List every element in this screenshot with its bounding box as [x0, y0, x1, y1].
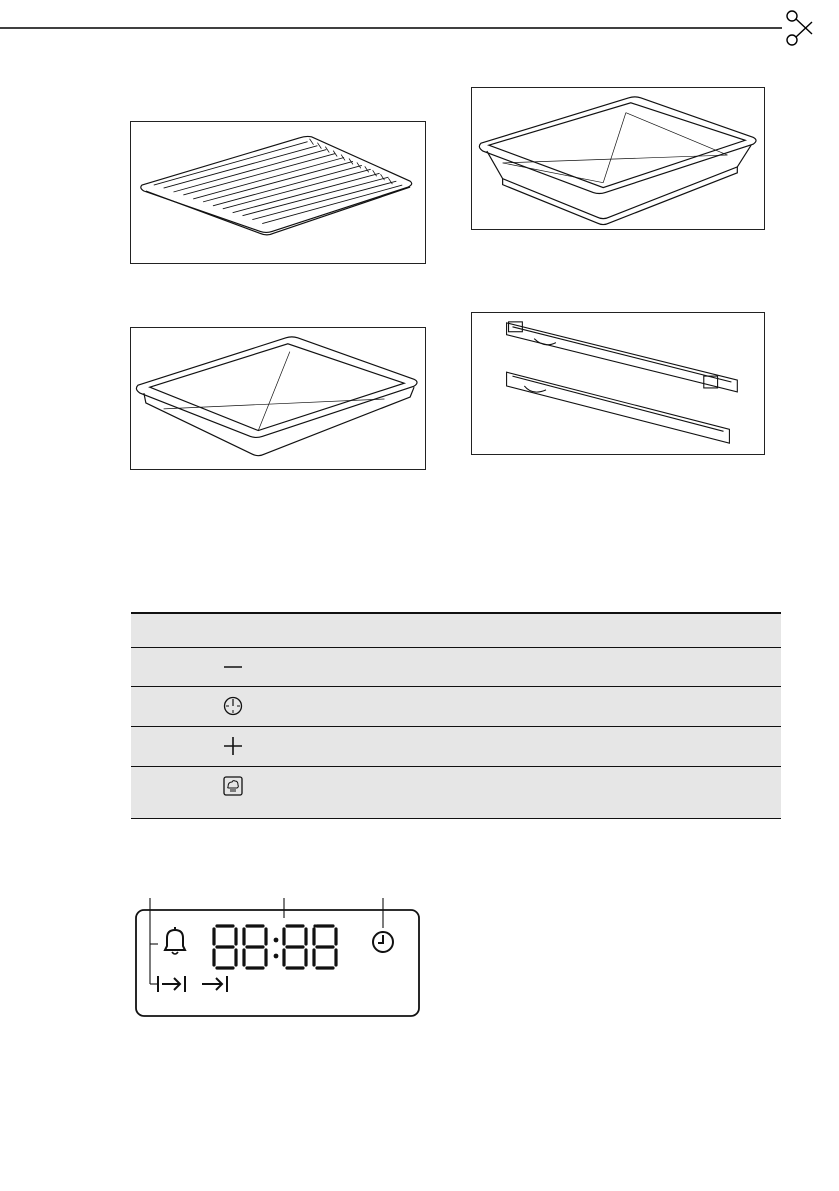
plus-icon [223, 736, 243, 756]
table-header-row [131, 613, 781, 647]
minus-icon [223, 657, 243, 677]
end-time-icon [202, 976, 227, 992]
table-row [131, 686, 781, 726]
clock-icon [223, 696, 243, 716]
duration-icon [158, 976, 185, 992]
table-row [131, 647, 781, 686]
display-illustration [0, 880, 440, 1030]
digit-2 [244, 926, 266, 968]
table-row [131, 766, 781, 818]
digit-4 [314, 926, 336, 968]
figure-baking-tray [130, 327, 426, 470]
bell-icon [165, 927, 185, 954]
telescopic-runners-illustration [472, 313, 764, 454]
colon [274, 938, 279, 959]
display-frame [136, 910, 419, 1016]
time-digits [214, 926, 336, 968]
cut-line [0, 0, 839, 60]
clock-icon [373, 932, 393, 952]
scissors-icon [787, 11, 812, 45]
digit-3 [284, 926, 306, 968]
control-panel-table [131, 612, 781, 819]
table-row [131, 726, 781, 766]
dot-indicator [313, 924, 316, 927]
deep-pan-illustration [472, 88, 764, 229]
digit-1 [214, 926, 236, 968]
steam-oven-icon [223, 776, 243, 796]
figure-deep-pan [471, 87, 765, 230]
figure-wire-shelf [130, 121, 426, 264]
baking-tray-illustration [131, 328, 425, 469]
wire-shelf-illustration [131, 122, 425, 263]
figure-telescopic-runners [471, 312, 765, 455]
